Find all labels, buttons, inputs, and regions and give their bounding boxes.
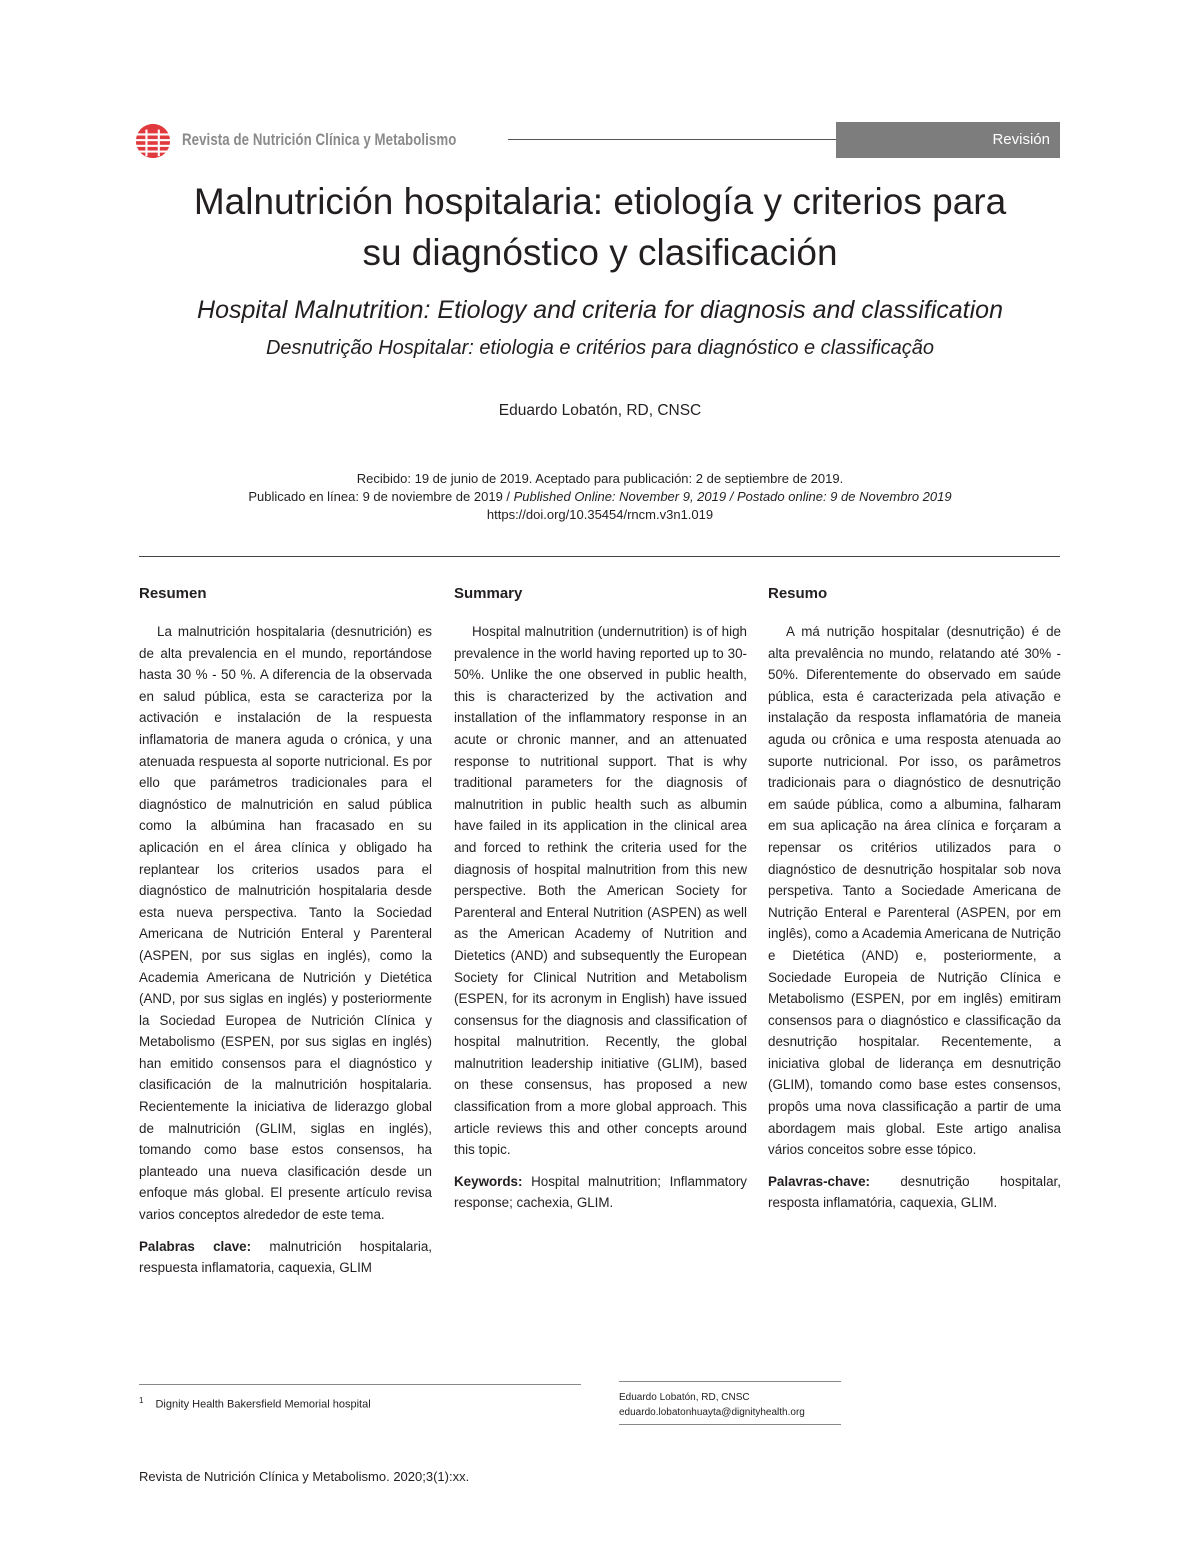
main-divider [139, 556, 1060, 557]
footnote-mark: 1 [139, 1396, 144, 1405]
keywords: Keywords: Hospital malnutrition; Inflammatory response; cachexia, GLIM. [454, 1173, 747, 1211]
abstract-heading: Resumen [139, 585, 207, 602]
journal-header [134, 118, 1060, 158]
contact-rule [619, 1381, 841, 1382]
title-line-2: su diagnóstico y clasificación [362, 232, 838, 273]
abstract-heading: Resumo [768, 585, 828, 602]
received-date: Recibido: 19 de junio de 2019. Aceptado para publicación: 2 de septiembre de 2019. [356, 471, 844, 486]
footnote-text: Dignity Health Bakersfield Memorial hospital [155, 1398, 371, 1411]
contact-email[interactable]: eduardo.lobatonhuayta@dignityhealth.org [619, 1407, 805, 1418]
keywords: Palavras-chave: desnutrição hospitalar, resposta inflamatória, caquexia, GLIM. [768, 1173, 1061, 1211]
published-date: Publicado en línea: 9 de noviembre de 2019 / Published Online: November 9, 2019 / Postado online: 9 de Novembro 2019 [248, 489, 952, 504]
abstract-body: La malnutrición hospitalaria (desnutrición) es de alta prevalencia en el mundo, reportándose hasta 30 % - 50 %. A diferencia de la observada en salud pública, esta se caracteriza por la activación e instalación de la respuesta inflamatoria de manera aguda o crónica, y una atenuada respuesta al soporte nutricional. Es por ello que parámetros tradicionales para el diagnóstico de malnutrición en salud pública como la albúmina han fracasado en su aplicación en el área clínica y obligado ha replantear los criterios usados para el diagnóstico de malnutrición hospitalaria desde esta nueva perspectiva. Tanto la Sociedad Americana de Nutrición Enteral y Parenteral (ASPEN, por sus siglas en inglés), como la Academia Americana de Nutrición y Dietética (AND, por sus siglas en inglés) y posteriormente la Sociedad Europea de Nutrición Clínica y Metabolismo (ESPEN, por sus siglas en inglés) han emitido consensos para el diagnóstico y clasificación de la malnutrición hospitalaria. Recientemente la iniciativa de liderazgo global de malnutrición (GLIM, siglas en inglés), tomando como base estos consensos, ha planteado una nueva clasificación desde un enfoque más global. El presente artículo revisa varios conceptos alrededor de este tema. [139, 624, 432, 1223]
author-line: Eduardo Lobatón, RD, CNSC [498, 402, 702, 419]
title-portuguese: Desnutrição Hospitalar: etiologia e critérios para diagnóstico e classificação [265, 337, 935, 359]
abstract-spanish [139, 585, 432, 1279]
correspondence [619, 1390, 805, 1420]
affiliation-footnote [139, 1396, 371, 1411]
footnote-rule [139, 1384, 581, 1385]
article-title [100, 176, 1100, 278]
journal-citation: Revista de Nutrición Clínica y Metabolismo. 2020;3(1):xx. [139, 1469, 470, 1484]
contact-bottom-rule [619, 1424, 841, 1425]
doi-link[interactable]: https://doi.org/10.35454/rncm.v3n1.019 [486, 507, 714, 522]
abstract-body: Hospital malnutrition (undernutrition) is of high prevalence in the world having reported up to 30-50%. Unlike the one observed in public health, this is characterized by the activation and installation of the inflammatory response in an acute or chronic manner, and an attenuated response to nutritional support. That is why traditional parameters for the diagnosis of malnutrition in public health such as albumin have failed in its application in the clinical area and forced to rethink the criteria used for the diagnosis of hospital malnutrition from this new perspective. Both the American Society for Parenteral and Enteral Nutrition (ASPEN) as well as the American Academy of Nutrition and Dietetics (AND) and subsequently the European Society for Clinical Nutrition and Metabolism (ESPEN, for its acronym in English) have issued consensus for the diagnosis and classification of hospital malnutrition. Recently, the global malnutrition leadership initiative (GLIM), based on these consensus, has proposed a new classification from a more global approach. This article reviews this and other concepts around this topic. [454, 624, 747, 1158]
abstract-english [454, 585, 747, 1214]
keywords: Palabras clave: malnutrición hospitalaria, respuesta inflamatoria, caquexia, GLIM [139, 1238, 432, 1276]
abstract-portuguese [768, 585, 1061, 1214]
journal-name: Revista de Nutrición Clínica y Metabolismo [182, 130, 457, 149]
abstract-heading: Summary [454, 585, 523, 602]
contact-name: Eduardo Lobatón, RD, CNSC [619, 1392, 750, 1403]
header-rule [508, 139, 838, 140]
abstract-body: A má nutrição hospitalar (desnutrição) é de alta prevalência no mundo, relatando até 30% - 50%. Diferentemente do observado em saúde pública, esta é caracterizada pela ativação e instalação da resposta inflamatória de maneia aguda ou crônica e uma resposta atenuada ao suporte nutricional. Por isso, os parâmetros tradicionais para o diagnóstico de desnutrição em saúde pública, como a albumina, falharam em sua aplicação na área clínica e forçaram a repensar os critérios utilizados para o diagnóstico de desnutrição hospitalar sob nova perspetiva. Tanto a Sociedade Americana de Nutrição Enteral e Parenteral (ASPEN, por em inglês), como a Academia Americana de Nutrição e Dietética (AND) e, posteriormente, a Sociedade Europeia de Nutrição Clínica e Metabolismo (ESPEN, por em inglês) emitiram consensos para o diagnóstico e classificação da desnutrição hospitalar. Recentemente, a iniciativa global de liderança em desnutrição (GLIM), tomando como base estes consensos, propôs uma nova classificação a partir de uma abordagem mais global. Este artigo analisa vários conceitos sobre esse tópico. [768, 624, 1061, 1158]
publication-dates [100, 470, 1100, 524]
title-english: Hospital Malnutrition: Etiology and criteria for diagnosis and classification [197, 296, 1003, 324]
journal-logo-icon [134, 122, 172, 160]
title-line-1: Malnutrición hospitalaria: etiología y criterios para [193, 181, 1007, 222]
section-tag: Revisión [836, 122, 1060, 158]
